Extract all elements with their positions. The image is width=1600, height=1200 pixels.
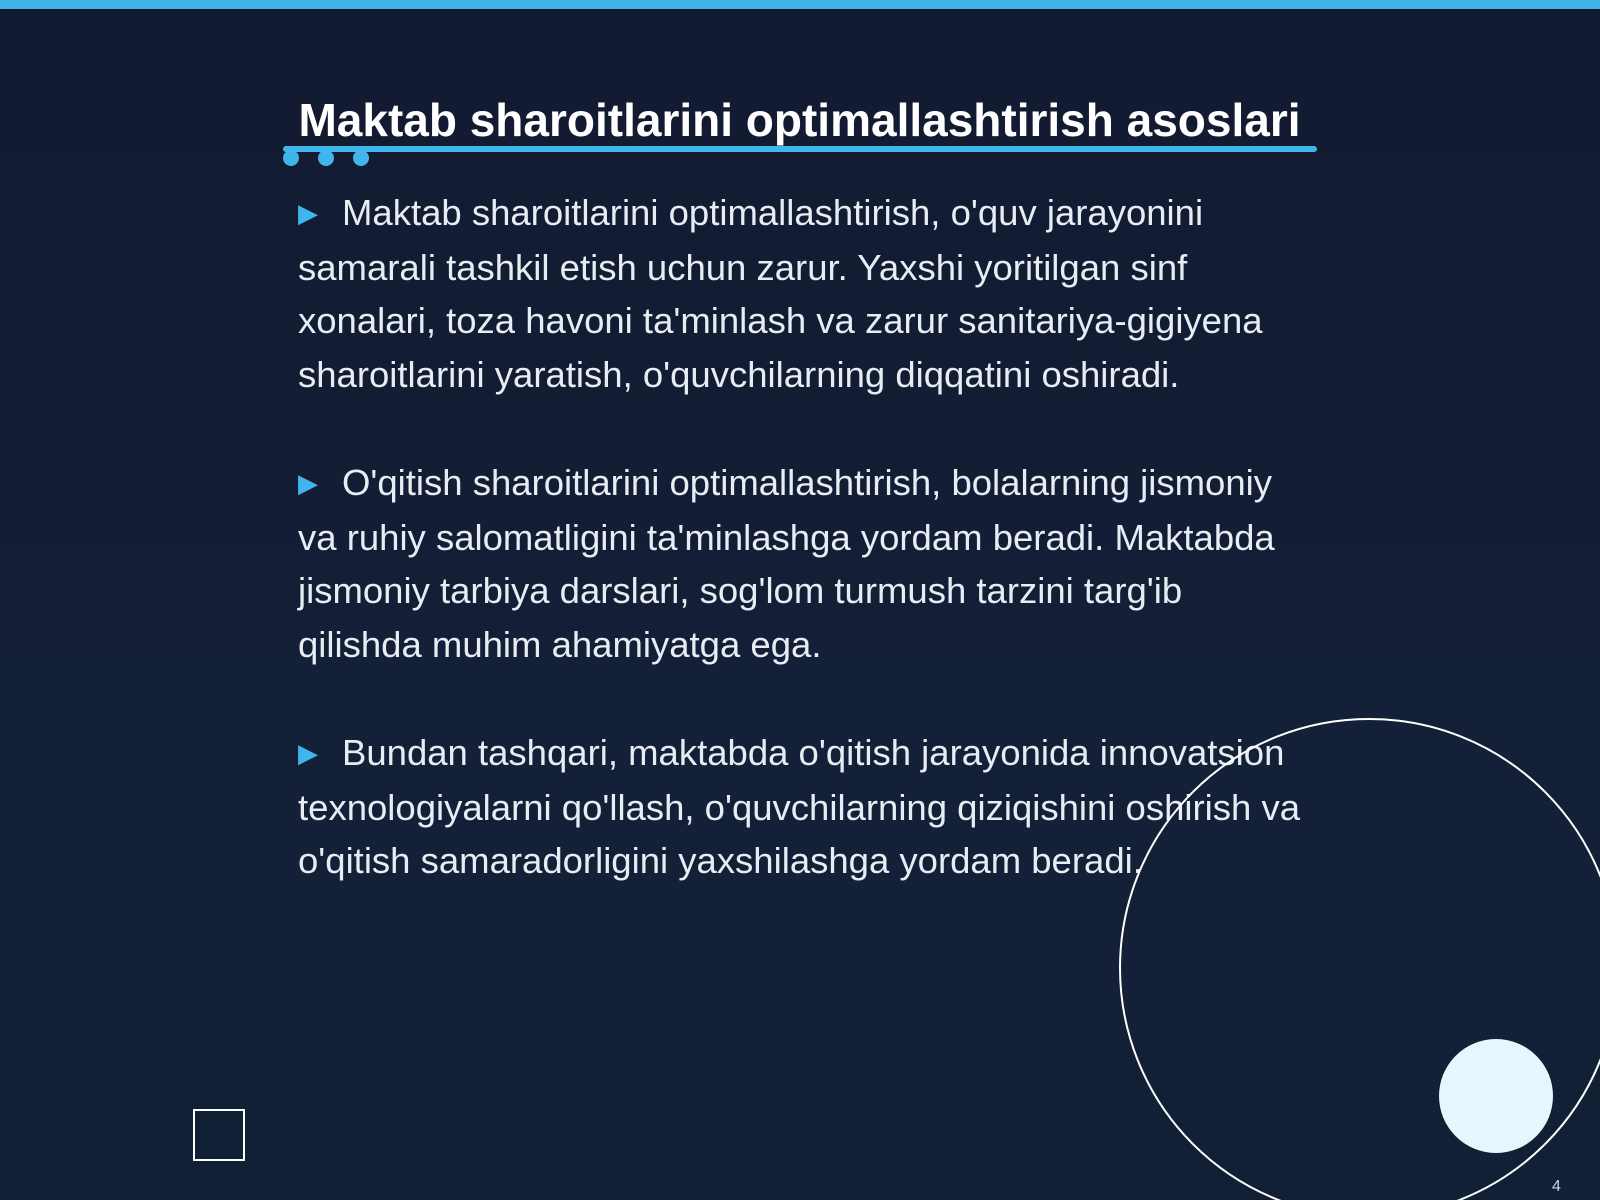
- triangle-right-icon: ▶: [298, 468, 318, 498]
- bullet-text: O'qitish sharoitlarini optimallashtirish, bolalarning jismoniy va ruhiy salomatligini ta'minlashga yordam beradi. Maktabda jismoniy tarbiya darslari, sog'lom turmush tarzini targ'ib qilishda muhim ahamiyatga ega.: [298, 462, 1275, 665]
- decor-dot: [353, 150, 369, 166]
- title-underline: [283, 146, 1317, 152]
- triangle-right-icon: ▶: [298, 198, 318, 228]
- bullet-text: Maktab sharoitlarini optimallashtirish, o'quv jarayonini samarali tashkil etish uchun zarur. Yaxshi yoritilgan sinf xonalari, toza havoni ta'minlash va zarur sanitariya-gigiyena sharoitlarini yaratish, o'quvchilarning diqqatini oshiradi.: [298, 192, 1263, 395]
- decor-dot: [283, 150, 299, 166]
- square-outline-icon: [193, 1109, 245, 1161]
- bullet-item: [298, 186, 1308, 401]
- bullet-item: [298, 456, 1308, 671]
- decor-dot: [318, 150, 334, 166]
- bullet-list: [298, 186, 1308, 943]
- filled-circle-icon: [1439, 1039, 1553, 1153]
- page-number: 4: [1552, 1178, 1561, 1195]
- top-accent-bar: [0, 0, 1600, 9]
- slide-title: Maktab sharoitlarini optimallashtirish asoslari: [298, 94, 1301, 146]
- triangle-right-icon: ▶: [298, 738, 318, 768]
- bullet-text: Bundan tashqari, maktabda o'qitish jarayonida innovatsion texnologiyalarni qo'llash, o'quvchilarning qiziqishini oshirish va o'qitish samaradorligini yaxshilashga yordam beradi.: [298, 732, 1301, 881]
